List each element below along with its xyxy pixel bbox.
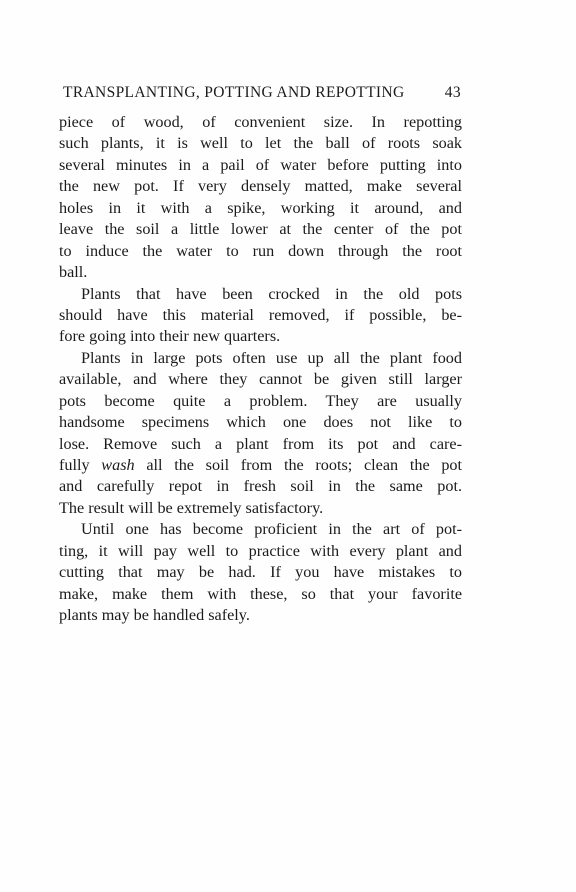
text-line: the new pot. If very densely matted, make several — [59, 177, 462, 196]
text-line: to induce the water to run down through the root — [59, 241, 462, 260]
text-line: Until one has become proficient in the art of pot- — [81, 520, 462, 539]
text-line: piece of wood, of convenient size. In repotting — [59, 113, 462, 131]
text-line: several minutes in a pail of water before putting into — [59, 155, 462, 174]
text-line: available, and where they cannot be given still larger — [59, 370, 462, 389]
text-line: handsome specimens which one does not like to — [59, 413, 462, 432]
text-line: leave the soil a little lower at the center of the pot — [59, 220, 462, 239]
text-line: and carefully repot in fresh soil in the same pot. — [59, 477, 462, 496]
text-line: Plants in large pots often use up all the plant food — [81, 348, 462, 367]
text-fragment: all the soil from the roots; clean the pot — [146, 456, 463, 474]
italic-emphasis: wash — [101, 456, 135, 474]
text-line: holes in it with a spike, working it around, and — [59, 198, 462, 217]
text-line: pots become quite a problem. They are usually — [59, 391, 462, 410]
text-line: make, make them with these, so that your favorite — [59, 584, 462, 603]
text-line: The result will be extremely satisfactory. — [59, 498, 324, 517]
body-text — [59, 112, 462, 627]
running-title: TRANSPLANTING, POTTING AND REPOTTING — [63, 84, 405, 101]
page-number: 43 — [444, 84, 461, 101]
running-header — [63, 84, 461, 102]
text-line: cutting that may be had. If you have mistakes to — [59, 563, 462, 582]
text-line: fore going into their new quarters. — [59, 327, 281, 346]
text-line: ting, it will pay well to practice with every plant and — [59, 541, 462, 560]
text-fragment: fully — [59, 456, 90, 474]
text-line: lose. Remove such a plant from its pot and care- — [59, 434, 462, 453]
text-line: ball. — [59, 263, 88, 282]
text-line: should have this material removed, if possible, be- — [59, 305, 462, 324]
text-line: plants may be handled safely. — [59, 606, 250, 625]
text-line: such plants, it is well to let the ball of roots soak — [59, 134, 462, 153]
text-line: Plants that have been crocked in the old pots — [81, 284, 462, 303]
text-line — [59, 455, 462, 476]
